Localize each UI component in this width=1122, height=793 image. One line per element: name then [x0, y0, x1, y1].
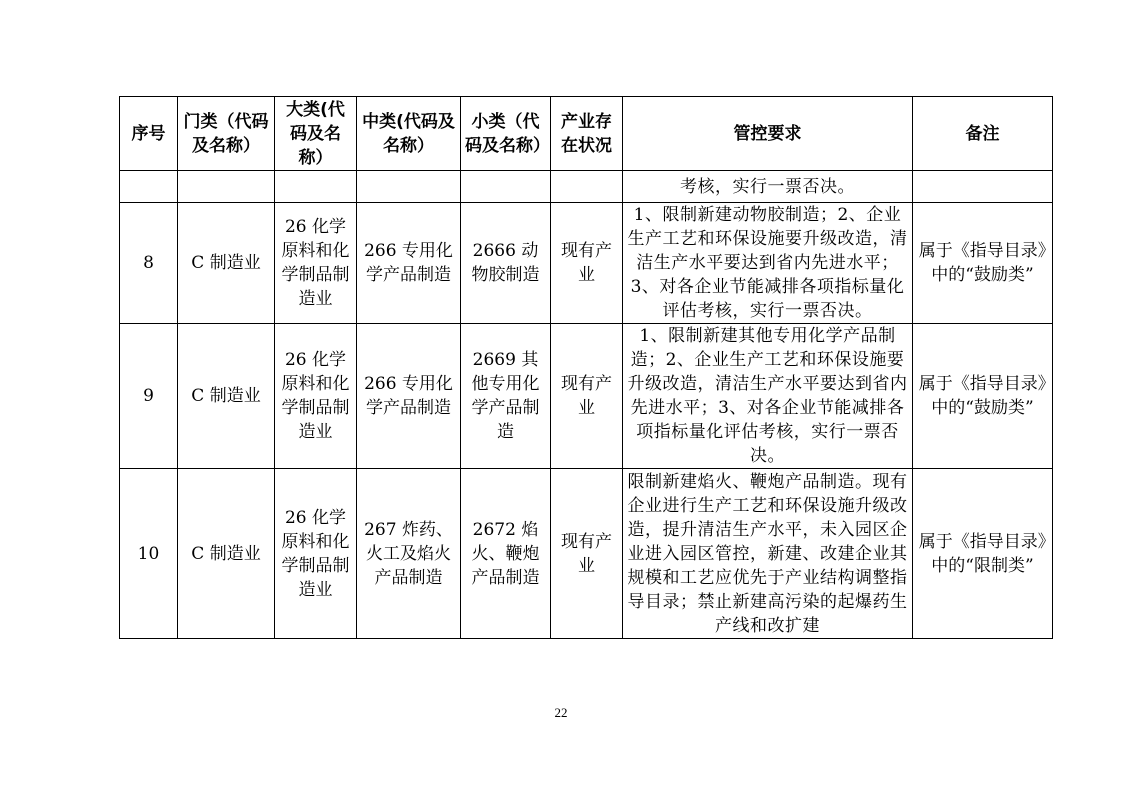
continuation-requirement: 考核，实行一票否决。 — [623, 171, 913, 203]
header-xiaolei: 小类（代码及名称） — [461, 97, 551, 171]
row-menlei: C 制造业 — [178, 324, 275, 469]
header-menlei: 门类（代码及名称） — [178, 97, 275, 171]
continuation-row — [120, 171, 1053, 203]
empty-cell — [551, 171, 623, 203]
row-dalei: 26 化学原料和化学制品制造业 — [275, 203, 357, 324]
row-xiaolei: 2666 动物胶制造 — [461, 203, 551, 324]
page-number: 22 — [554, 705, 568, 720]
row-serial: 10 — [120, 469, 178, 639]
industry-control-table — [119, 96, 1053, 639]
row-requirement: 1、限制新建动物胶制造；2、企业生产工艺和环保设施要升级改造，清洁生产水平要达到省内先进水平；3、对各企业节能减排各项指标量化评估考核，实行一票否决。 — [623, 203, 913, 324]
header-row — [120, 97, 1053, 171]
row-requirement: 限制新建焰火、鞭炮产品制造。现有企业进行生产工艺和环保设施升级改造，提升清洁生产水平，未入园区企业进入园区管控，新建、改建企业其规模和工艺应优先于产业结构调整指导目录；禁止新建高污染的起爆药生产线和改扩建 — [623, 469, 913, 639]
row-serial: 8 — [120, 203, 178, 324]
table-row — [120, 469, 1053, 639]
row-status: 现有产业 — [551, 469, 623, 639]
row-zhonglei: 267 炸药、火工及焰火产品制造 — [357, 469, 461, 639]
row-dalei: 26 化学原料和化学制品制造业 — [275, 469, 357, 639]
header-status: 产业存在状况 — [551, 97, 623, 171]
row-status: 现有产业 — [551, 324, 623, 469]
header-dalei: 大类(代码及名称） — [275, 97, 357, 171]
row-dalei: 26 化学原料和化学制品制造业 — [275, 324, 357, 469]
row-requirement: 1、限制新建其他专用化学产品制造；2、企业生产工艺和环保设施要升级改造，清洁生产水平要达到省内先进水平；3、对各企业节能减排各项指标量化评估考核，实行一票否决。 — [623, 324, 913, 469]
row-menlei: C 制造业 — [178, 469, 275, 639]
empty-cell — [913, 171, 1053, 203]
row-remark: 属于《指导目录》中的“鼓励类” — [913, 203, 1053, 324]
table-row — [120, 324, 1053, 469]
table-row — [120, 203, 1053, 324]
header-requirement: 管控要求 — [623, 97, 913, 171]
row-menlei: C 制造业 — [178, 203, 275, 324]
row-zhonglei: 266 专用化学产品制造 — [357, 203, 461, 324]
empty-cell — [178, 171, 275, 203]
row-zhonglei: 266 专用化学产品制造 — [357, 324, 461, 469]
header-remark: 备注 — [913, 97, 1053, 171]
empty-cell — [357, 171, 461, 203]
empty-cell — [461, 171, 551, 203]
row-xiaolei: 2669 其他专用化学产品制造 — [461, 324, 551, 469]
row-xiaolei: 2672 焰火、鞭炮产品制造 — [461, 469, 551, 639]
empty-cell — [275, 171, 357, 203]
header-zhonglei: 中类(代码及名称） — [357, 97, 461, 171]
empty-cell — [120, 171, 178, 203]
row-serial: 9 — [120, 324, 178, 469]
row-status: 现有产业 — [551, 203, 623, 324]
header-serial: 序号 — [120, 97, 178, 171]
row-remark: 属于《指导目录》中的“鼓励类” — [913, 324, 1053, 469]
row-remark: 属于《指导目录》中的“限制类” — [913, 469, 1053, 639]
